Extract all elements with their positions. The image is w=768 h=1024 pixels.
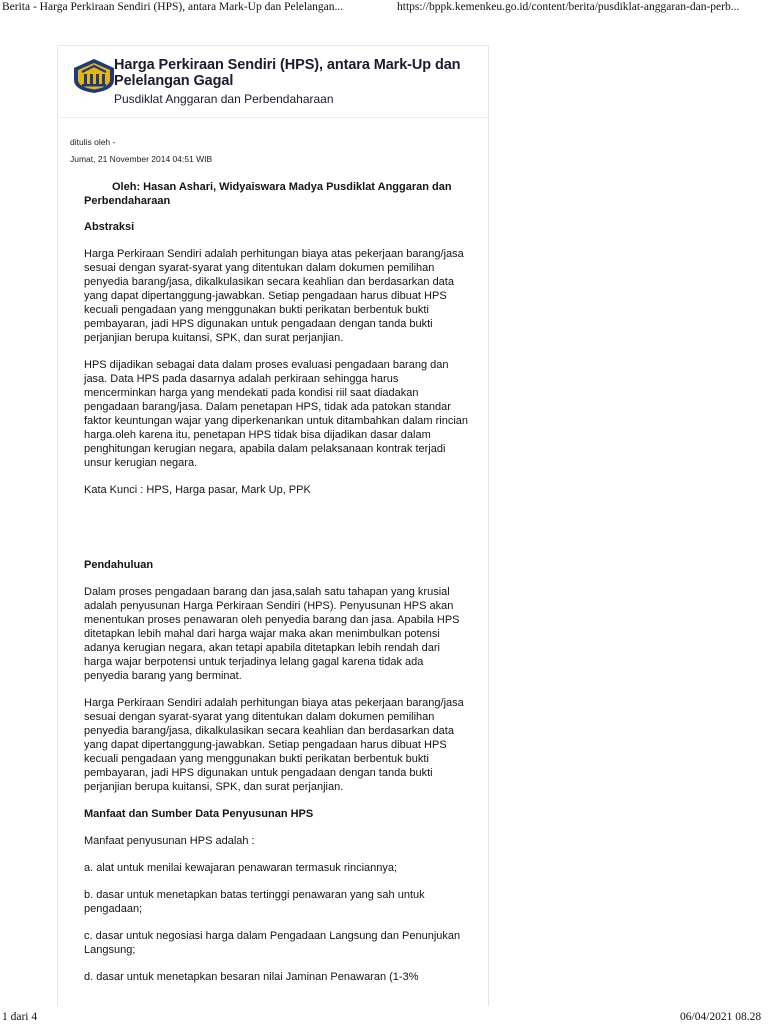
article-title: Harga Perkiraan Sendiri (HPS), antara Mark-Up dan Pelelangan Gagal <box>114 57 461 89</box>
print-datetime: 06/04/2021 08.28 <box>680 1011 762 1023</box>
manfaat-heading: Manfaat dan Sumber Data Penyusunan HPS <box>84 808 314 820</box>
pendahuluan-heading: Pendahuluan <box>84 559 154 571</box>
header-divider <box>58 117 488 118</box>
author-line: ditulis oleh - <box>70 137 116 147</box>
print-header-title: Berita - Harga Perkiraan Sendiri (HPS), antara Mark-Up dan Pelelangan... <box>2 1 344 13</box>
byline: Oleh: Hasan Ashari, Widyaiswara Madya Pusdiklat Anggaran dan Perbendaharaan <box>84 181 452 207</box>
manfaat-item: d. dasar untuk menetapkan besaran nilai Jaminan Penawaran (1-3% <box>84 971 419 983</box>
print-header-url: https://bppk.kemenkeu.go.id/content/berita/pusdiklat-anggaran-dan-perb... <box>397 1 740 13</box>
abstraksi-heading: Abstraksi <box>84 221 135 233</box>
publish-date: Jumat, 21 November 2014 04:51 WIB <box>70 154 213 164</box>
print-header <box>0 0 768 16</box>
article-card <box>57 45 489 1006</box>
pendahuluan-paragraph-2: Harga Perkiraan Sendiri adalah perhitungan biaya atas pekerjaan barang/jasa sesuai dengan syarat-syarat yang ditentukan dalam dokumen pemilihan penyedia barang/jasa, dikalkulasikan secara keahlian dan berdasarkan data yang dapat dipertanggung-jawabkan. Setiap pengadaan harus dibuat HPS kecuali pengadaan yang menggunakan bukti perikatan berbentuk bukti pembayaran, jadi HPS digunakan untuk pengadaan dengan tanda bukti perjanjian berupa kuitansi, SPK, dan surat perjanjian. <box>84 697 464 793</box>
manfaat-intro: Manfaat penyusunan HPS adalah : <box>84 835 255 847</box>
blank-space <box>84 510 470 558</box>
kemenkeu-emblem-icon <box>72 58 116 94</box>
pendahuluan-paragraph-1: Dalam proses pengadaan barang dan jasa,salah satu tahapan yang krusial adalah penyusunan Harga Perkiraan Sendiri (HPS). Penyusunan HPS akan menentukan proses penawaran oleh penyedia barang dan jasa. Apabila HPS ditetapkan lebih mahal dari harga wajar maka akan menimbulkan potensi adanya kerugian negara, akan tetapi apabila ditetapkan lebih rendah dari harga wajar berpotensi untuk terjadinya lelang gagal karena tidak ada penyedia barang yang berminat. <box>84 586 460 682</box>
print-footer <box>0 1010 768 1024</box>
keywords: Kata Kunci : HPS, Harga pasar, Mark Up, PPK <box>84 484 311 496</box>
page-number: 1 dari 4 <box>2 1011 38 1023</box>
article-body <box>84 180 470 997</box>
manfaat-item: a. alat untuk menilai kewajaran penawaran termasuk rinciannya; <box>84 862 398 874</box>
manfaat-item: b. dasar untuk menetapkan batas tertinggi penawaran yang sah untuk pengadaan; <box>84 889 425 915</box>
article-unit: Pusdiklat Anggaran dan Perbendaharaan <box>114 92 334 106</box>
manfaat-item: c. dasar untuk negosiasi harga dalam Pengadaan Langsung dan Penunjukan Langsung; <box>84 930 461 956</box>
abstraksi-paragraph-1: Harga Perkiraan Sendiri adalah perhitungan biaya atas pekerjaan barang/jasa sesuai dengan syarat-syarat yang ditentukan dalam dokumen pemilihan penyedia barang/jasa, dikalkulasikan secara keahlian dan berdasarkan data yang dapat dipertanggung-jawabkan. Setiap pengadaan harus dibuat HPS kecuali pengadaan yang menggunakan bukti perikatan berbentuk bukti pembayaran, jadi HPS digunakan untuk pengadaan dengan tanda bukti perjanjian berupa kuitansi, SPK, dan surat perjanjian. <box>84 248 464 344</box>
abstraksi-paragraph-2: HPS dijadikan sebagai data dalam proses evaluasi pengadaan barang dan jasa. Data HPS pada dasarnya adalah perkiraan sehingga harus mencerminkan harga yang mendekati pada kondisi riil saat diadakan pengadaan barang/jasa. Dalam penetapan HPS, tidak ada patokan standar faktor keuntungan wajar yang diperkenankan untuk ditambahkan dalam rincian harga.oleh karena itu, penetapan HPS tidak bisa dijadikan dasar dalam penghitungan kerugian negara, apabila dalam pelaksanaan kontrak terjadi unsur kerugian negara. <box>84 359 469 469</box>
